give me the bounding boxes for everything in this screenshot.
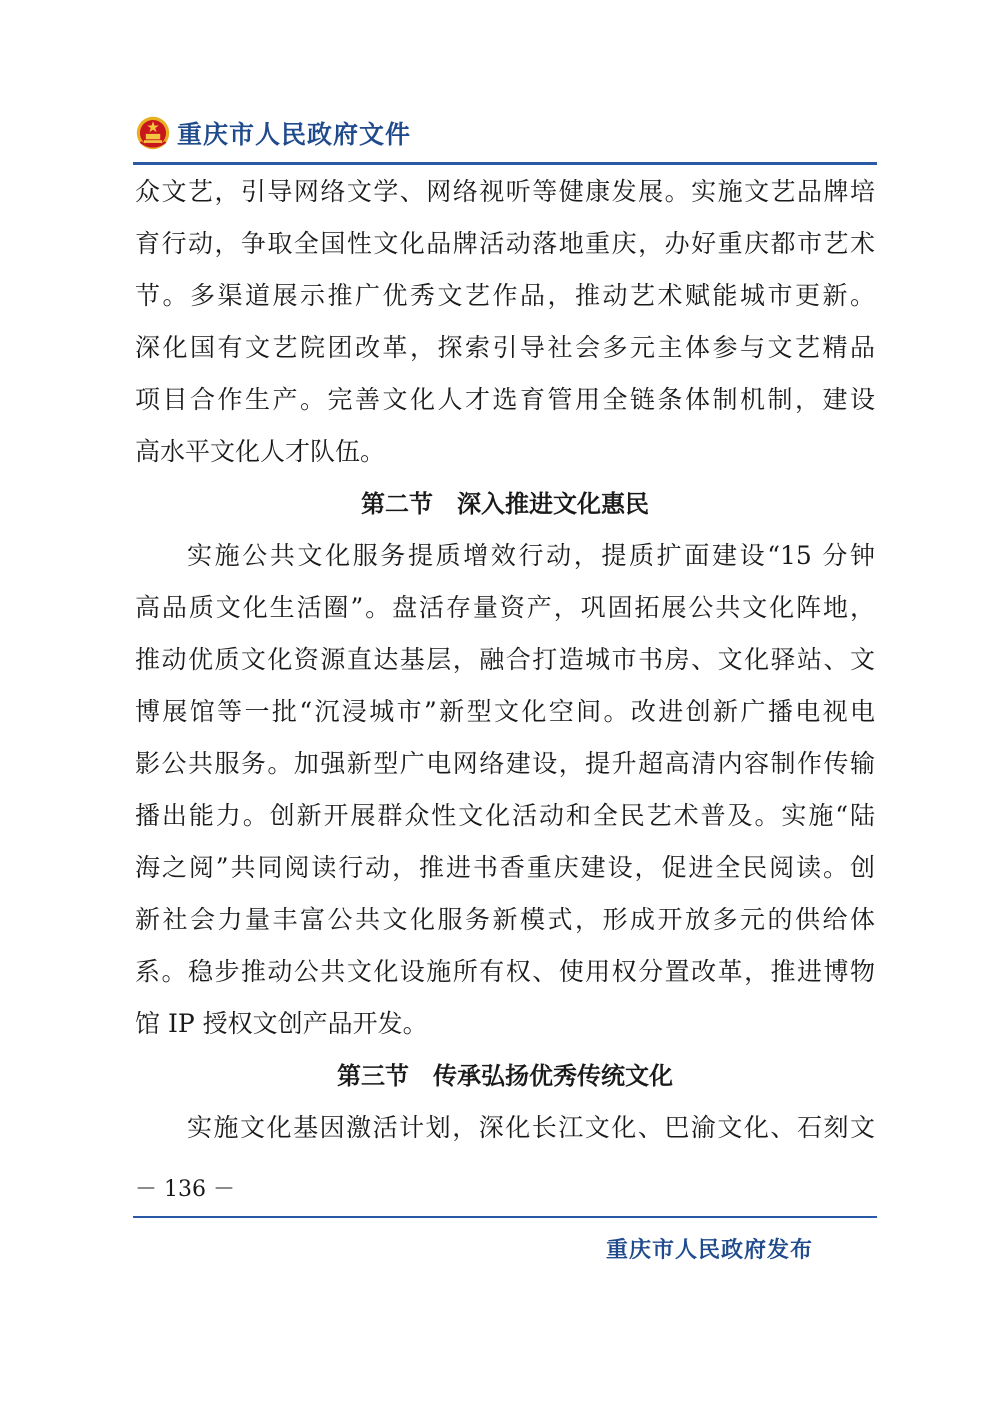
national-emblem-icon <box>135 115 171 151</box>
text-line: 新社会力量丰富公共文化服务新模式，形成开放多元的供给体 <box>135 905 875 934</box>
text-line: 推动优质文化资源直达基层，融合打造城市书房、文化驿站、文 <box>135 645 875 674</box>
paragraph-2 <box>135 530 875 1050</box>
text-line: 播出能力。创新开展群众性文化活动和全民艺术普及。实施“陆 <box>135 801 875 830</box>
document-header <box>135 108 411 158</box>
page-number: － 136 － <box>135 1177 235 1202</box>
section-heading-3: 第三节 传承弘扬优秀传统文化 <box>337 1061 673 1090</box>
text-line: 高水平文化人才队伍。 <box>135 437 386 466</box>
text-line: 馆 IP 授权文创产品开发。 <box>135 1009 428 1038</box>
header-divider <box>133 162 877 165</box>
text-line: 影公共服务。加强新型广电网络建设，提升超高清内容制作传输 <box>135 749 875 778</box>
text-line: 实施公共文化服务提质增效行动，提质扩面建设“15 分钟 <box>187 541 875 570</box>
text-line: 深化国有文艺院团改革，探索引导社会多元主体参与文艺精品 <box>135 333 875 362</box>
text-line: 项目合作生产。完善文化人才选育管用全链条体制机制，建设 <box>135 385 875 414</box>
text-line: 育行动，争取全国性文化品牌活动落地重庆，办好重庆都市艺术 <box>135 229 875 258</box>
footer-publisher: 重庆市人民政府发布 <box>606 1237 814 1263</box>
header-title: 重庆市人民政府文件 <box>177 120 412 149</box>
section-heading-2: 第二节 深入推进文化惠民 <box>361 489 649 518</box>
document-body <box>135 166 875 1154</box>
text-line: 博展馆等一批“沉浸城市”新型文化空间。改进创新广播电视电 <box>135 697 875 726</box>
text-line: 海之阅”共同阅读行动，推进书香重庆建设，促进全民阅读。创 <box>135 853 875 882</box>
footer-divider <box>133 1216 877 1218</box>
text-line: 节。多渠道展示推广优秀文艺作品，推动艺术赋能城市更新。 <box>135 281 875 310</box>
paragraph-1 <box>135 166 875 478</box>
paragraph-3 <box>135 1102 875 1154</box>
text-line: 众文艺，引导网络文学、网络视听等健康发展。实施文艺品牌培 <box>135 177 875 206</box>
text-line: 高品质文化生活圈”。盘活存量资产，巩固拓展公共文化阵地， <box>135 593 875 622</box>
text-line: 系。稳步推动公共文化设施所有权、使用权分置改革，推进博物 <box>135 957 875 986</box>
text-line: 实施文化基因激活计划，深化长江文化、巴渝文化、石刻文 <box>187 1113 875 1142</box>
